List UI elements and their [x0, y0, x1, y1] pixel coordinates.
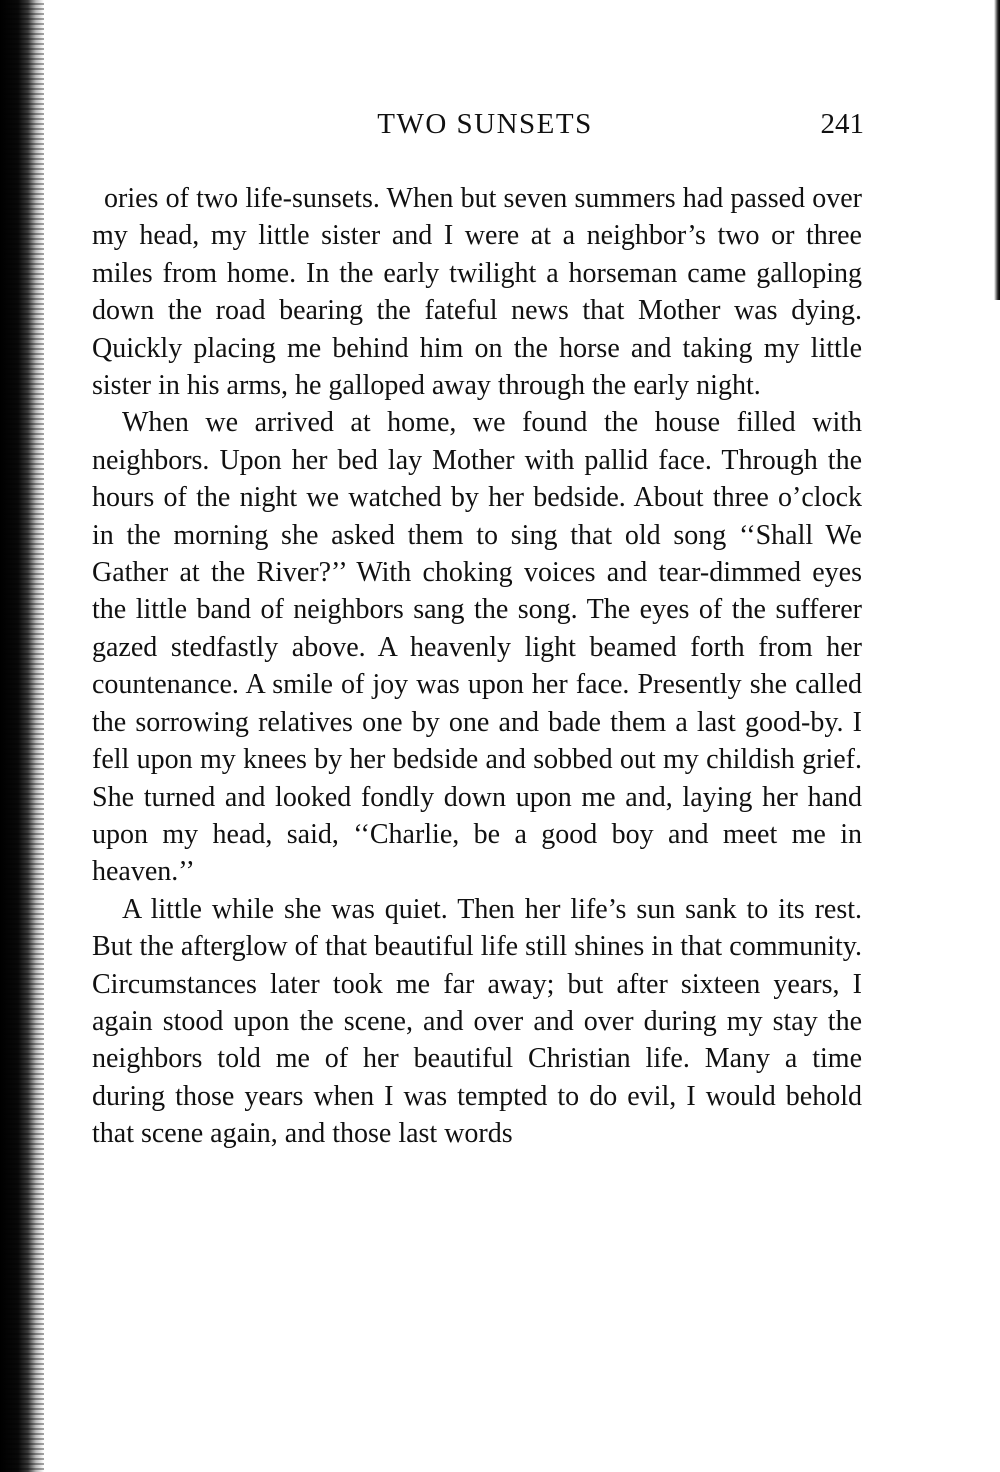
body-text [92, 180, 862, 1153]
running-header [100, 108, 870, 152]
paragraph-continued: ories of two life-sunsets. When but seven summers had passed over my head, my little sister and I were at a neighbor’s two or three miles from home. In the early twilight a horseman came galloping down the road bearing the fateful news that Mother was dying. Quickly placing me behind him on the horse and taking my little sister in his arms, he galloped away through the early night. [92, 183, 862, 402]
paragraph: When we arrived at home, we found the house filled with neighbors. Upon her bed lay Mother with pallid face. Through the hours of the night we watched by her bedside. About three o’clock in the morning she asked them to sing that old song ‘‘Shall We Gather at the River?’’ With choking voices and tear-dimmed eyes the little band of neighbors sang the song. The eyes of the sufferer gazed stedfastly above. A heavenly light beamed forth from her countenance. A smile of joy was upon her face. Presently she called the sorrowing relatives one by one and bade them a last good-by. I fell upon my knees by her bedside and sobbed out my childish grief. She turned and looked fondly down upon me and, laying her hand upon my head, said, ‘‘Charlie, be a good boy and meet me in heaven.’’ [92, 407, 862, 888]
scanned-binding-edge [0, 0, 44, 1472]
scanned-right-edge [994, 0, 1000, 300]
page-number: 241 [820, 108, 864, 140]
paragraph: A little while she was quiet. Then her life’s sun sank to its rest. But the afterglow of that beautiful life still shines in that community. Circumstances later took me far away; but after sixteen years, I again stood upon the scene, and over and over during my stay the neighbors told me of her beautiful Christian life. Many a time during those years when I was tempted to do evil, I would behold that scene again, and those last words [92, 893, 862, 1150]
chapter-title: TWO SUNSETS [377, 108, 593, 140]
